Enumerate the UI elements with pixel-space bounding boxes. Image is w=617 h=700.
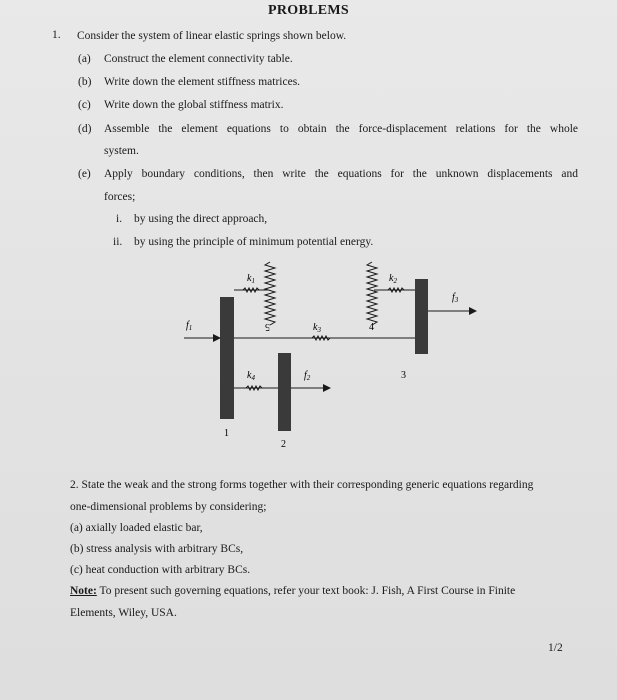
note-label: Note: — [70, 585, 97, 597]
problem-2-item-b: (b) stress analysis with arbitrary BCs, — [70, 543, 244, 555]
item-e-continuation: forces; — [104, 191, 136, 203]
label-f3: $f_3$ — [452, 292, 459, 304]
item-a-text: Construct the element connectivity table. — [104, 53, 293, 65]
item-b-text: Write down the element stiffness matrices. — [104, 76, 301, 88]
problem-1-intro: Consider the system of linear elastic springs shown below. — [77, 30, 347, 42]
label-k4: $k_4$ — [247, 370, 255, 382]
subitem-i-label: i. — [116, 213, 123, 225]
node-label-4: 4 — [369, 322, 374, 333]
node-label-2: 2 — [281, 439, 286, 450]
node-2-bar — [278, 353, 291, 431]
page-number: 1/2 — [548, 642, 563, 654]
item-e-text: Apply boundary conditions, then write the equations for the unknown displacements and — [104, 168, 578, 180]
node-label-5: 5 — [265, 321, 270, 332]
problem-2-note-continuation: Elements, Wiley, USA. — [70, 607, 177, 619]
item-c-label: (c) — [78, 99, 91, 111]
label-k1: $k_1$ — [247, 273, 255, 285]
node-1-bar — [220, 297, 234, 419]
spring-vertical-right — [367, 262, 377, 325]
problem-2-note — [70, 584, 515, 598]
page-title: PROBLEMS — [268, 3, 349, 18]
label-k2: $k_2$ — [389, 273, 397, 285]
problem-2-item-c: (c) heat conduction with arbitrary BCs. — [70, 564, 251, 576]
label-f2: $f_2$ — [304, 370, 311, 382]
node-3-bar — [415, 279, 428, 354]
problem-2-line1: 2. State the weak and the strong forms together with their corresponding generic equations regarding — [70, 479, 534, 491]
problem-2-line2: one-dimensional problems by considering; — [70, 501, 267, 513]
spring-k3-coil — [312, 336, 330, 340]
item-d-text: Assemble the element equations to obtain the force-displacement relations for the whole — [104, 123, 578, 135]
item-a-label: (a) — [78, 53, 91, 65]
item-d-continuation: system. — [104, 145, 139, 157]
spring-k5-vertical-left — [265, 262, 275, 325]
label-f1: $f_1$ — [186, 320, 193, 332]
problem-2-item-a: (a) axially loaded elastic bar, — [70, 522, 203, 534]
note-text: To present such governing equations, refer your text book: J. Fish, A First Course in Finite — [96, 585, 516, 597]
node-label-3: 3 — [401, 370, 406, 381]
node-label-1: 1 — [224, 428, 229, 439]
item-e-label: (e) — [78, 168, 91, 180]
label-k3: $k_3$ — [313, 322, 321, 334]
subitem-ii-text: by using the principle of minimum potential energy. — [134, 236, 374, 248]
item-b-label: (b) — [78, 76, 92, 88]
item-d-label: (d) — [78, 123, 92, 135]
problem-1-number: 1. — [52, 29, 61, 41]
subitem-i-text: by using the direct approach, — [134, 213, 268, 225]
subitem-ii-label: ii. — [113, 236, 123, 248]
item-c-text: Write down the global stiffness matrix. — [104, 99, 284, 111]
